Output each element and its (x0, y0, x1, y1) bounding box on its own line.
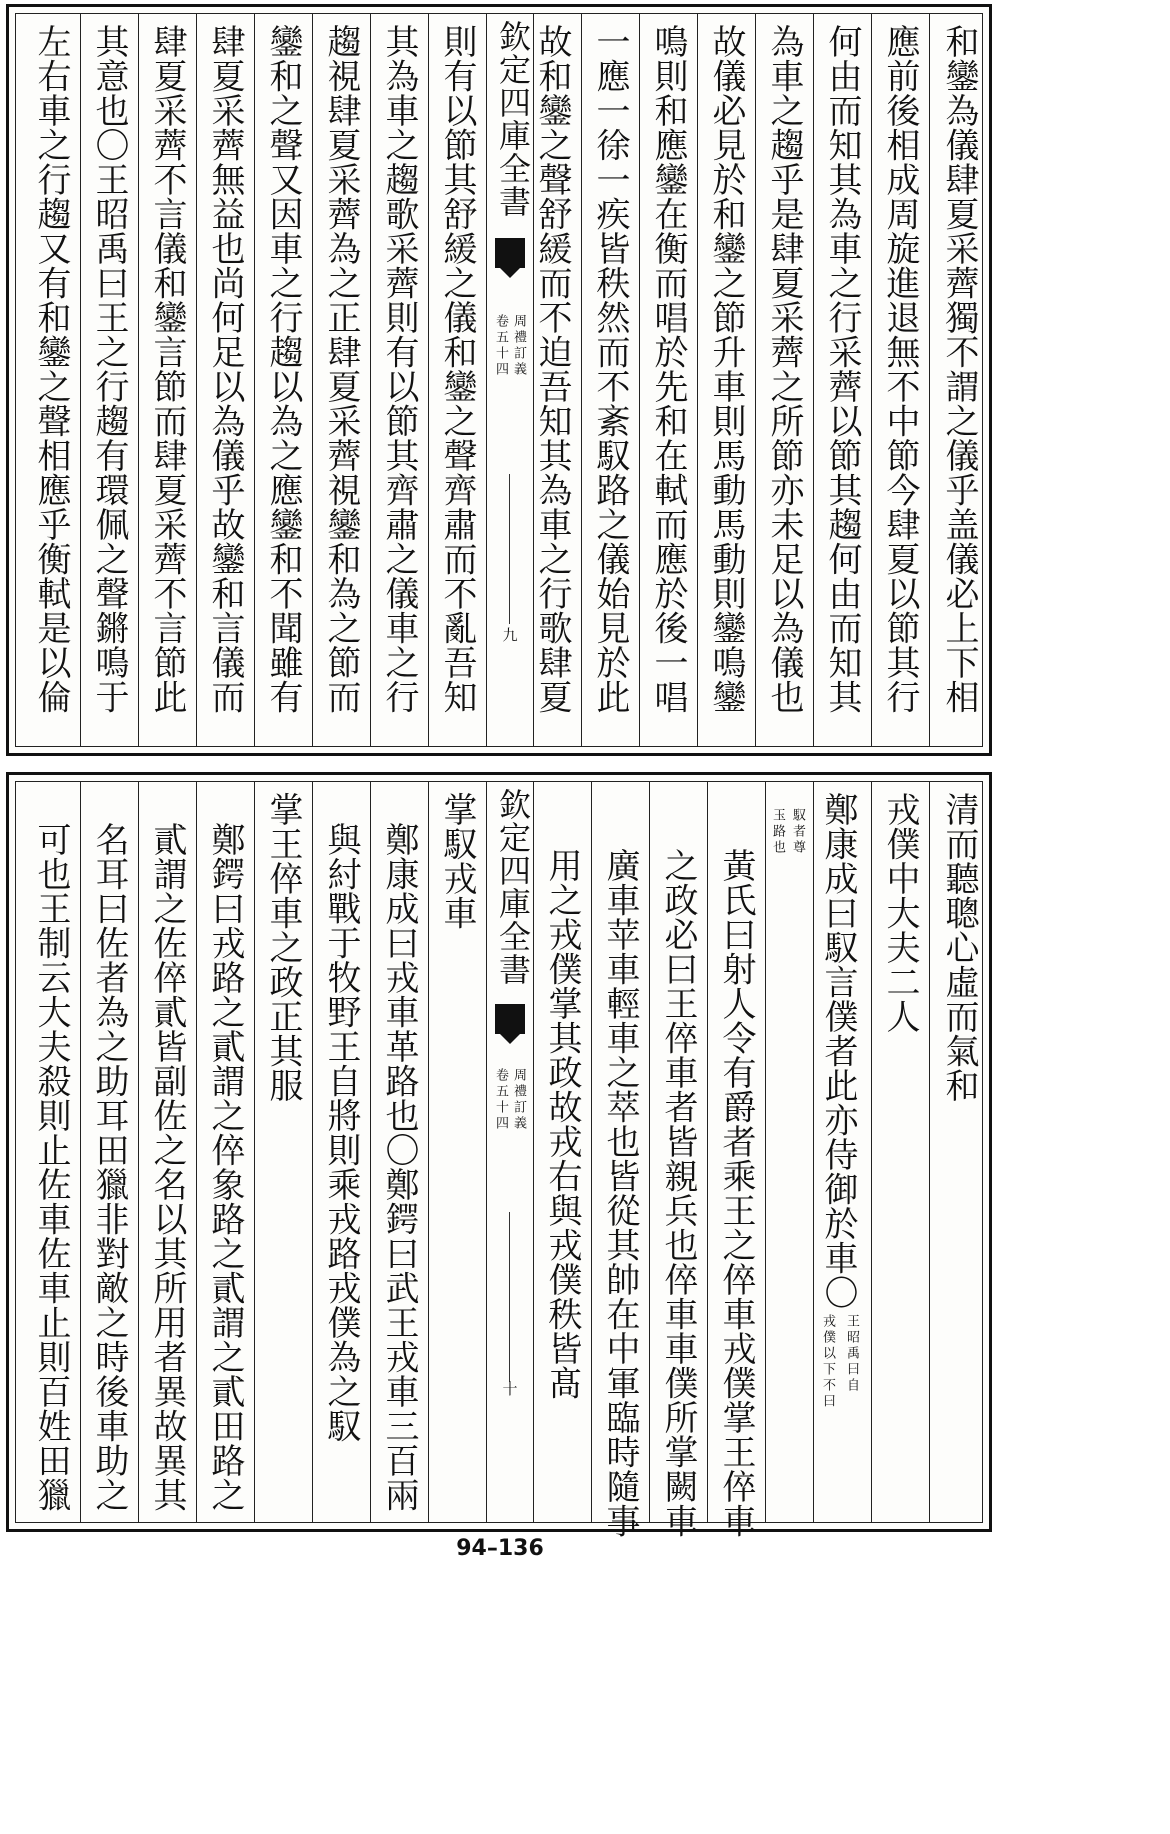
text-column: 為車之趨乎是肆夏采薺之所節亦未足以為儀也 (755, 14, 813, 746)
fishtail-mark (495, 1004, 525, 1034)
text-column: 故儀必見於和鑾之節升車則馬動馬動則鑾鳴鑾 (697, 14, 755, 746)
center-fold-column (486, 14, 533, 746)
text-column: 掌王倅車之政正其服 (254, 782, 312, 1522)
text-column: 左右車之行趨又有和鑾之聲相應乎衡軾是以倫 (31, 24, 71, 714)
text-column: 之政必曰王倅車者皆親兵也倅車車僕所掌闕車 (649, 782, 707, 1522)
text-column: 鄭鍔曰戎路之貳謂之倅象路之貳謂之貳田路之 (196, 782, 254, 1522)
text-column-with-annotation: 鄭康成曰馭言僕者此亦侍御於車〇 王昭禹曰自 戎僕以下不曰 (813, 782, 871, 1522)
text-column: 肆夏采薺無益也尚何足以為儀乎故鑾和言儀而 (196, 14, 254, 746)
top-page-frame (15, 13, 983, 747)
text-column: 鳴則和應鑾在衡而唱於先和在軾而應於後一唱 (639, 14, 697, 746)
annotation-line: 王昭禹曰自 (844, 1314, 859, 1394)
fold-line (509, 474, 510, 624)
text-column: 戎僕中大夫二人 (871, 782, 929, 1522)
bottom-page-frame (15, 781, 983, 1538)
book-title: 欽定四庫全書 (494, 788, 532, 986)
text-column: 其為車之趨歌采薺則有以節其齊肅之儀車之行 (370, 14, 428, 746)
volume-number: 卷五十四 (493, 314, 508, 378)
text-column: 貳謂之佐倅貳皆副佐之名以其所用者異故異其 (138, 782, 196, 1522)
book-chapter-title: 周禮訂義 (511, 314, 526, 378)
bottom-page (6, 772, 992, 1538)
annotation-line: 玉路也 (770, 808, 785, 856)
text-column: 何由而知其為車之行采薺以節其趨何由而知其 (813, 14, 871, 746)
volume-number: 卷五十四 (493, 1068, 508, 1132)
text-column: 和鑾為儀肆夏采薺獨不謂之儀乎盖儀必上下相 (929, 14, 988, 746)
book-chapter-title: 周禮訂義 (511, 1068, 526, 1132)
fold-line (509, 1212, 510, 1382)
text-column: 掌馭戎車 (428, 782, 486, 1522)
text-column: 應前後相成周旋進退無不中節今肆夏以節其行 (871, 14, 929, 746)
book-title: 欽定四庫全書 (494, 20, 532, 218)
top-page (6, 4, 992, 756)
text-column: 黃氏曰射人令有爵者乘王之倅車戎僕掌王倅車 (707, 782, 765, 1522)
text-column: 故和鑾之聲舒緩而不迫吾知其為車之行歌肆夏 (533, 14, 581, 746)
text-column: 與紂戰于牧野王自將則乘戎路戎僕為之馭 (312, 782, 370, 1522)
text-column: 其意也〇王昭禹曰王之行趨有環佩之聲鏘鳴于 (80, 14, 138, 746)
text-column: 廣車苹車輕車之萃也皆從其帥在中軍臨時隨事 (591, 782, 649, 1522)
text-column: 一應一徐一疾皆秩然而不紊馭路之儀始見於此 (581, 14, 639, 746)
annotation-column (765, 782, 813, 1522)
text-column: 清而聽聰心虛而氣和 (929, 782, 988, 1522)
leaf-number: 十 (502, 1380, 518, 1398)
annotation-line: 馭者尊 (790, 808, 805, 856)
text-column: 則有以節其舒緩之儀和鑾之聲齊肅而不亂吾知 (428, 14, 486, 746)
text-column: 鄭康成曰戎車革路也〇鄭鍔曰武王戎車三百兩 (370, 782, 428, 1522)
text-column: 趨視肆夏采薺為之正肆夏采薺視鑾和為之節而 (312, 14, 370, 746)
annotation-line: 戎僕以下不曰 (820, 1314, 835, 1410)
catalog-page-number: 94–136 (456, 1536, 544, 1561)
text-column: 可也王制云大夫殺則止佐車佐車止則百姓田獵 (31, 822, 71, 1512)
fishtail-mark (495, 238, 525, 268)
text-column: 用之戎僕掌其政故戎右與戎僕秩皆髙 (533, 782, 591, 1522)
leaf-number: 九 (502, 626, 518, 644)
text-column: 名耳曰佐者為之助耳田獵非對敵之時後車助之 (80, 782, 138, 1522)
text-column: 肆夏采薺不言儀和鑾言節而肆夏采薺不言節此 (138, 14, 196, 746)
center-fold-column (486, 782, 533, 1522)
text-column: 鑾和之聲又因車之行趨以為之應鑾和不聞雖有 (254, 14, 312, 746)
